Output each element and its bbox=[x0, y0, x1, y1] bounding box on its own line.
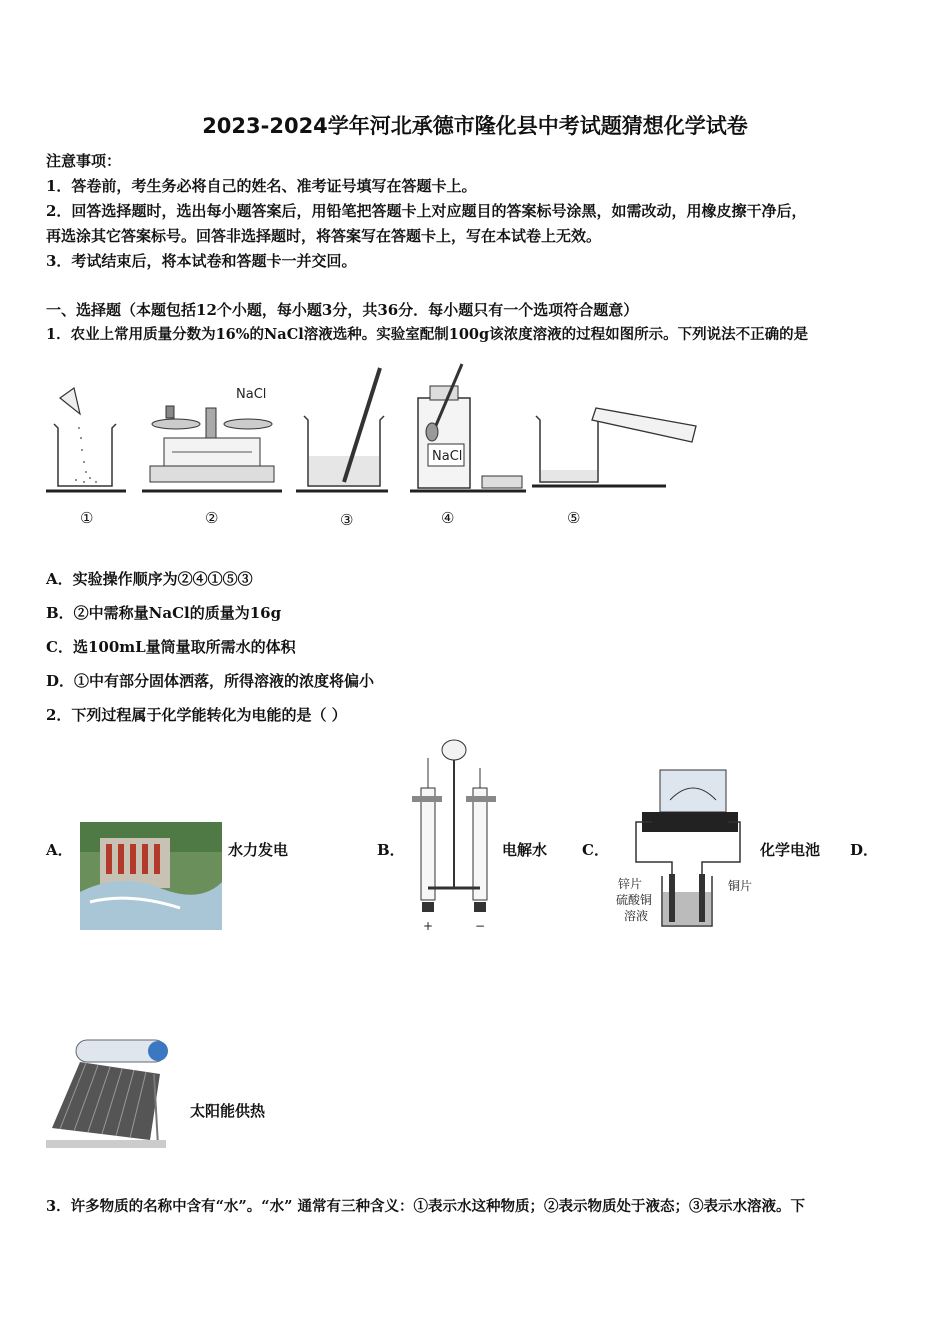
chemical-battery-image bbox=[612, 766, 760, 930]
question-3-stem: 3．许多物质的名称中含有“水”。“水” 通常有三种含义：①表示水这种物质；②表示物质处于液态；③表示水溶液。下 bbox=[46, 1198, 805, 1215]
q2-option-c-caption: 化学电池 bbox=[760, 841, 821, 859]
solution-label-2: 溶液 bbox=[624, 909, 649, 923]
q2-option-d-caption: 太阳能供热 bbox=[190, 1102, 266, 1120]
copper-label: 铜片 bbox=[728, 879, 753, 893]
beaker-stirring-icon bbox=[296, 368, 388, 491]
notice-heading: 注意事项： bbox=[46, 152, 122, 170]
figure-label-5: ⑤ bbox=[567, 509, 581, 527]
notice-item-1: 1．答卷前，考生务必将自己的姓名、准考证号填写在答题卡上。 bbox=[46, 177, 477, 195]
reagent-bottle-icon bbox=[410, 364, 526, 491]
q2-option-a-caption: 水力发电 bbox=[228, 841, 289, 859]
question-2-stem: 2．下列过程属于化学能转化为电能的是（ ） bbox=[46, 706, 347, 724]
q1-option-c: C．选100mL量筒量取所需水的体积 bbox=[46, 638, 296, 656]
solution-label: 硫酸铜 bbox=[616, 893, 653, 907]
notice-item-2-cont: 再选涂其它答案标号。回答非选择题时，将答案写在答题卡上，写在本试卷上无效。 bbox=[46, 227, 602, 245]
solar-heater-image bbox=[46, 1034, 170, 1156]
figure-label-3: ③ bbox=[340, 511, 354, 529]
q2-option-c-letter: C． bbox=[582, 841, 609, 859]
zinc-label: 锌片 bbox=[618, 877, 643, 891]
q2-option-b-caption: 电解水 bbox=[502, 841, 548, 859]
figure-label-1: ① bbox=[80, 509, 94, 527]
electrolysis-apparatus-image bbox=[408, 738, 500, 934]
minus-mark: − bbox=[475, 919, 486, 933]
nacl-label: NaCl bbox=[236, 387, 267, 402]
beaker-pouring-icon bbox=[46, 388, 126, 491]
q2-option-b-letter: B． bbox=[377, 841, 405, 859]
beaker-cylinder-icon bbox=[532, 408, 696, 486]
q2-option-a-letter: A． bbox=[46, 841, 73, 859]
notice-item-2: 2．回答选择题时，选出每小题答案后，用铅笔把答题卡上对应题目的答案标号涂黑，如需改动，用橡皮擦干净后， bbox=[46, 202, 807, 220]
q1-option-a: A．实验操作顺序为②④①⑤③ bbox=[46, 570, 253, 588]
page-title: 2023-2024学年河北承德市隆化县中考试题猜想化学试卷 bbox=[202, 114, 748, 138]
balance-icon bbox=[142, 387, 282, 491]
q1-option-d: D．①中有部分固体洒落，所得溶液的浓度将偏小 bbox=[46, 672, 375, 690]
plus-mark: + bbox=[423, 919, 434, 933]
question-1-stem: 1．农业上常用质量分数为16%的NaCl溶液选种。实验室配制100g该浓度溶液的过程如图所示。下列说法不正确的是 bbox=[46, 326, 809, 343]
q2-option-d-letter: D． bbox=[850, 841, 879, 859]
notice-item-3: 3．考试结束后，将本试卷和答题卡一并交回。 bbox=[46, 252, 357, 270]
figure-label-4: ④ bbox=[441, 509, 455, 527]
nacl-bottle-label: NaCl bbox=[432, 449, 463, 464]
figure-label-2: ② bbox=[205, 509, 219, 527]
q1-experiment-figure bbox=[46, 358, 706, 498]
q1-option-b: B．②中需称量NaCl的质量为16g bbox=[46, 604, 282, 622]
section-heading: 一、选择题（本题包括12个小题，每小题3分，共36分．每小题只有一个选项符合题意） bbox=[46, 301, 639, 319]
hydropower-image bbox=[80, 822, 222, 930]
